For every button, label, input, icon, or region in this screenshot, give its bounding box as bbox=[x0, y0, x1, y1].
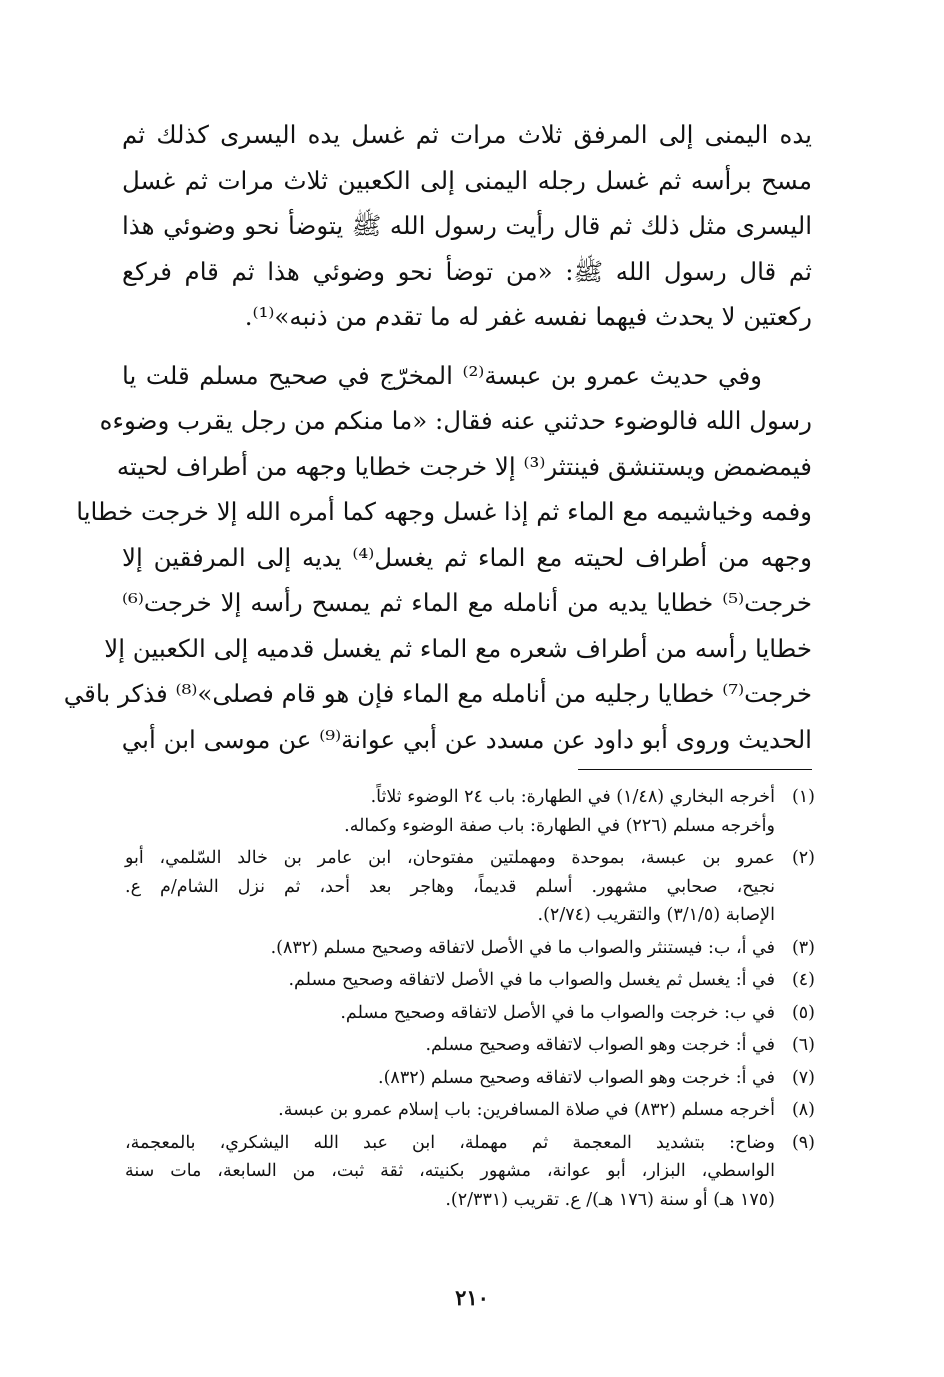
text-line: وفي حديث عمرو بن عبسة⁽²⁾ المخرّج في صحيح مسلم قلت يا bbox=[122, 360, 762, 390]
footnote-line: عمرو بن عبسة، بموحدة ومهملتين مفتوحان، ابن عامر بن خالد السّلمي، أبو bbox=[125, 848, 775, 868]
footnote-line: في أ: يغسل ثم يغسل والصواب ما في الأصل لاتفاقه وصحيح مسلم. bbox=[288, 970, 775, 990]
footnote-5 bbox=[125, 999, 815, 1028]
footnotes bbox=[125, 783, 815, 1218]
text-line: وجهه من أطراف لحيته مع الماء ثم يغسل⁽⁴⁾ يديه إلى المرفقين إلا bbox=[122, 542, 812, 572]
footnote-9 bbox=[125, 1129, 815, 1215]
footnote-separator bbox=[578, 769, 812, 770]
footnote-body bbox=[125, 1031, 775, 1060]
footnote-7 bbox=[125, 1064, 815, 1093]
footnote-6 bbox=[125, 1031, 815, 1060]
footnote-number: (٢) bbox=[791, 848, 815, 868]
footnote-line: الإصابة (٣/١/٥) والتقريب (٢/٧٤). bbox=[537, 905, 775, 925]
footnote-line: في أ: خرجت وهو الصواب لاتفاقه وصحيح مسلم (٨٣٢). bbox=[378, 1067, 775, 1088]
footnote-line: أخرجه مسلم (٨٣٢) في صلاة المسافرين: باب إسلام عمرو بن عبسة. bbox=[278, 1100, 775, 1120]
footnote-8 bbox=[125, 1096, 815, 1125]
footnote-line: أخرجه البخاري (١/٤٨) في الطهارة: باب ٢٤ الوضوء ثلاثاً. bbox=[370, 787, 775, 807]
footnote-number: (١) bbox=[791, 787, 815, 807]
footnote-4 bbox=[125, 966, 815, 995]
text-line: ركعتين لا يحدث فيهما نفسه غفر له ما تقدم من ذنبه»⁽¹⁾. bbox=[244, 302, 812, 331]
footnote-number: (٤) bbox=[791, 970, 815, 990]
footnote-body bbox=[125, 783, 775, 840]
footnote-line: نجيح، صحابي مشهور. أسلم قديماً، وهاجر بعد أحد، ثم نزل الشام/م ع. bbox=[125, 876, 775, 897]
footnote-number: (٦) bbox=[791, 1035, 815, 1055]
footnote-number: (٧) bbox=[791, 1067, 815, 1088]
footnote-line: (١٧٥ هـ) أو سنة (١٧٦ هـ)/ ع. تقريب (٢/٣٣١). bbox=[445, 1189, 775, 1210]
footnote-body bbox=[125, 1096, 775, 1125]
footnote-line: في أ، ب: فيستنثر والصواب ما في الأصل لاتفاقه وصحيح مسلم (٨٣٢). bbox=[270, 937, 775, 958]
paragraph-1 bbox=[122, 112, 812, 340]
paragraph-gap bbox=[122, 340, 812, 353]
footnote-number: (٩) bbox=[791, 1132, 815, 1153]
footnote-number: (٥) bbox=[791, 1002, 815, 1023]
text-line: وفمه وخياشيمه مع الماء ثم إذا غسل وجهه كما أمره الله إلا خرجت خطايا bbox=[76, 497, 812, 526]
footnote-number: (٨) bbox=[791, 1100, 815, 1120]
text-line: خرجت⁽⁵⁾ خطايا يديه من أنامله مع الماء ثم يمسح رأسه إلا خرجت⁽⁶⁾ bbox=[122, 588, 812, 617]
text-line: خطايا رأسه من أطراف شعره مع الماء ثم يغسل قدميه إلى الكعبين إلا bbox=[104, 633, 812, 663]
main-text bbox=[63, 112, 812, 762]
footnote-body bbox=[125, 966, 775, 995]
footnote-line: وأخرجه مسلم (٢٢٦) في الطهارة: باب صفة الوضوء وكماله. bbox=[344, 815, 775, 836]
paragraph-2 bbox=[63, 353, 812, 763]
text-line: يده اليمنى إلى المرفق ثلاث مرات ثم غسل يده اليسرى كذلك ثم bbox=[122, 120, 812, 149]
text-line: اليسرى مثل ذلك ثم قال رأيت رسول الله ﷺ يتوضأ نحو وضوئي هذا bbox=[122, 211, 812, 240]
footnote-line: في أ: خرجت وهو الصواب لاتفاقه وصحيح مسلم. bbox=[425, 1035, 775, 1055]
text-line: رسول الله فالوضوء حدثني عنه فقال: «ما منكم من رجل يقرب وضوءه bbox=[99, 406, 812, 435]
text-line: ثم قال رسول الله ﷺ: «من توضأ نحو وضوئي هذا ثم قام فركع bbox=[122, 256, 812, 286]
page-number: ٢١٠ bbox=[455, 1285, 489, 1310]
text-line: خرجت⁽⁷⁾ خطايا رجليه من أنامله مع الماء فإن هو قام فصلى»⁽⁸⁾ فذكر باقي bbox=[63, 679, 812, 708]
footnote-line: وضاح: بتشديد المعجمة ثم مهملة، ابن عبد الله اليشكري، بالمعجمة، bbox=[125, 1132, 775, 1153]
footnote-body bbox=[125, 844, 775, 930]
footnote-line: في ب: خرجت والصواب ما في الأصل لاتفاقه وصحيح مسلم. bbox=[340, 1002, 775, 1023]
footnote-body bbox=[125, 1129, 775, 1215]
footnote-1 bbox=[125, 783, 815, 840]
footnote-body bbox=[125, 934, 775, 963]
footnote-3 bbox=[125, 934, 815, 963]
footnote-body bbox=[125, 1064, 775, 1093]
footnote-2 bbox=[125, 844, 815, 930]
footnote-body bbox=[125, 999, 775, 1028]
text-line: مسح برأسه ثم غسل رجله اليمنى إلى الكعبين ثلاث مرات ثم غسل bbox=[122, 165, 812, 195]
footnote-number: (٣) bbox=[791, 937, 815, 958]
text-line: الحديث وروى أبو داود عن مسدد عن أبي عوانة⁽⁹⁾ عن موسى ابن أبي bbox=[121, 724, 812, 754]
footnote-line: الواسطي، البزار، أبو عوانة، مشهور بكنيته، ثقة ثبت، من السابعة، مات سنة bbox=[125, 1161, 775, 1181]
text-line: فيمضمض ويستنشق فينتثر⁽³⁾ إلا خرجت خطايا وجهه من أطراف لحيته bbox=[116, 451, 812, 481]
